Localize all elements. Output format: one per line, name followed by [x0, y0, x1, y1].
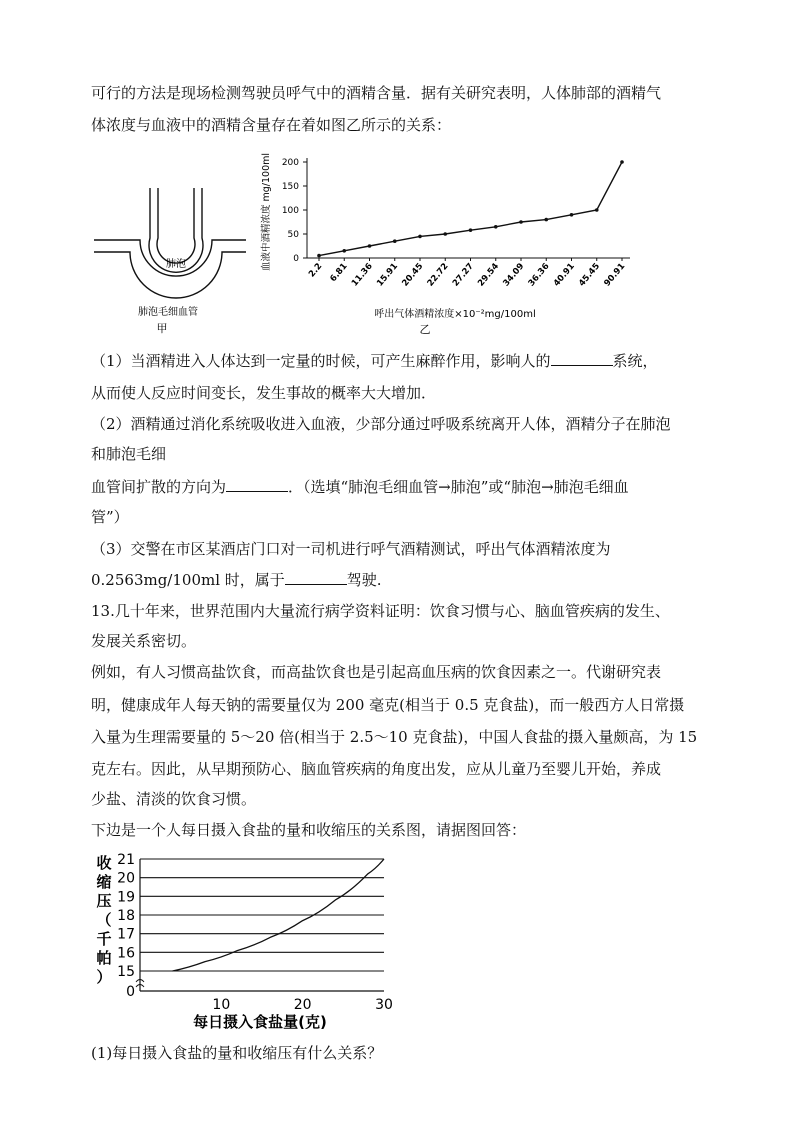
- data-point: [595, 208, 599, 212]
- q3-text-a: 0.2563mg/100ml 时，属于: [91, 571, 285, 589]
- figure-jia-alveolus: [88, 178, 253, 338]
- p13-line-7: 少盐、清淡的饮食习惯。: [91, 790, 257, 808]
- x-tick-label: 40.91: [551, 261, 577, 289]
- q1-blank[interactable]: [551, 351, 613, 366]
- y-tick-label: 100: [281, 206, 299, 216]
- data-point: [544, 218, 548, 222]
- y-tick-label: 15: [117, 964, 135, 980]
- data-point: [443, 232, 447, 236]
- x-tick-label: 11.36: [349, 261, 375, 289]
- x-tick-label: 34.09: [501, 261, 527, 289]
- y-axis-label-char: 压: [96, 892, 112, 910]
- y-tick-label: 18: [117, 908, 135, 924]
- x-tick-label: 90.91: [602, 261, 628, 289]
- y-axis-label-char: 帕: [96, 949, 112, 967]
- y-tick-label: 150: [281, 182, 299, 192]
- y-axis-label-char: ）: [96, 968, 112, 986]
- chart-yi: [255, 150, 645, 340]
- data-point: [469, 228, 473, 232]
- q2-blank[interactable]: [226, 477, 288, 492]
- p13-line-6: 克左右。因此，从早期预防心、脑血管疾病的角度出发，应从儿童乃至婴儿开始，养成: [91, 760, 662, 778]
- q3-blank[interactable]: [285, 570, 347, 585]
- y-tick-label: 200: [281, 158, 299, 168]
- y-axis-label-char: （: [96, 911, 112, 929]
- intro-line-1: 可行的方法是现场检测驾驶员呼气中的酒精含量．据有关研究表明，人体肺部的酒精气: [91, 84, 662, 102]
- q2-line-4: 管”）: [91, 508, 129, 526]
- data-point: [620, 160, 624, 164]
- q1-text-a: （1）当酒精进入人体达到一定量的时候，可产生麻醉作用，影响人的: [91, 352, 551, 370]
- y-axis-label-char: 千: [96, 930, 112, 948]
- y-zero-label: 0: [126, 984, 135, 1000]
- y-tick-label: 19: [117, 889, 135, 906]
- q1-text-b: 系统，: [612, 352, 658, 370]
- capillary-label: 肺泡毛细血管: [138, 307, 198, 318]
- x-tick-label: 10: [212, 997, 231, 1013]
- x-tick-label: 22.72: [425, 261, 451, 289]
- data-point: [317, 254, 321, 258]
- q3-line-1: （3）交警在市区某酒店门口对一司机进行呼气酒精测试，呼出气体酒精浓度为: [91, 540, 611, 558]
- x-tick-label: 20.45: [400, 261, 426, 289]
- q2-line-1: （2）酒精通过消化系统吸收进入血液，少部分通过呼吸系统离开人体，酒精分子在肺泡: [91, 415, 671, 433]
- y-tick-label: 50: [287, 230, 299, 240]
- alveolus-label: 肺泡: [166, 259, 186, 270]
- x-axis-label: 每日摄入食盐量(克): [193, 1013, 327, 1031]
- q3-text-b: 驾驶.: [346, 571, 382, 589]
- x-tick-label: 2.2: [306, 261, 325, 280]
- data-point: [393, 239, 397, 243]
- p13-line-2: 发展关系密切。: [91, 632, 197, 650]
- y-tick-label: 16: [117, 945, 135, 962]
- p13-line-8: 下边是一个人每日摄入食盐的量和收缩压的关系图，请据图回答：: [91, 821, 527, 839]
- chart-caption: 乙: [419, 323, 431, 336]
- intro-line-2: 体浓度与血液中的酒精含量存在着如图乙所示的关系：: [91, 116, 452, 134]
- q2-text-b: ．（选填“肺泡毛细血管→肺泡”或“肺泡→肺泡毛细血: [288, 478, 629, 496]
- data-point: [418, 235, 422, 239]
- p13-line-1: 13.几十年来，世界范围内大量流行病学资料证明：饮食习惯与心、脑血管疾病的发生、: [91, 602, 670, 620]
- p13-line-4: 明，健康成年人每天钠的需要量仅为 200 毫克(相当于 0.5 克食盐)，而一般西方人日常摄: [91, 696, 685, 714]
- q3-line-2: [91, 570, 382, 590]
- data-point: [368, 244, 372, 248]
- y-tick-label: 0: [293, 254, 299, 264]
- x-tick-label: 36.36: [526, 261, 552, 289]
- x-tick-label: 15.91: [375, 261, 401, 289]
- x-tick-label: 30: [375, 997, 393, 1013]
- series-line: [319, 162, 622, 256]
- p13-line-5: 入量为生理需要量的 5～20 倍(相当于 2.5～10 克食盐)，中国人食盐的摄入量颇高，为 15: [91, 728, 698, 746]
- p13-line-3: 例如，有人习惯高盐饮食，而高盐饮食也是引起高血压病的饮食因素之一。代谢研究表: [91, 663, 662, 681]
- chart-salt-pressure: [90, 850, 410, 1035]
- q1-line-1: [91, 351, 658, 371]
- x-tick-label: 20: [293, 997, 312, 1013]
- figure-jia-caption: 甲: [156, 322, 168, 335]
- y-tick-label: 20: [117, 870, 135, 887]
- x-axis-label: 呼出气体酒精浓度×10⁻²mg/100ml: [374, 309, 536, 320]
- q2-text-a: 血管间扩散的方向为: [91, 478, 227, 496]
- q2-line-3: [91, 477, 629, 497]
- data-point: [519, 220, 523, 224]
- y-axis-label-char: 收: [96, 854, 112, 872]
- x-tick-label: 29.54: [476, 261, 502, 289]
- x-tick-label: 27.27: [450, 261, 476, 289]
- p13-q1: (1)每日摄入食盐的量和收缩压有什么关系？: [91, 1044, 383, 1062]
- x-tick-label: 6.81: [328, 261, 350, 285]
- q1-line-2: 从而使人反应时间变长，发生事故的概率大大增加．: [91, 384, 437, 402]
- data-point: [570, 213, 574, 217]
- y-axis-label-char: 缩: [96, 873, 112, 891]
- q2-line-2: 和肺泡毛细: [91, 445, 167, 463]
- data-point: [342, 249, 346, 253]
- y-tick-label: 17: [117, 926, 135, 943]
- data-point: [494, 225, 498, 229]
- x-tick-label: 45.45: [577, 261, 603, 289]
- y-tick-label: 21: [117, 852, 135, 868]
- y-axis-label: 血液中酒精浓度 mg/100ml: [261, 152, 272, 272]
